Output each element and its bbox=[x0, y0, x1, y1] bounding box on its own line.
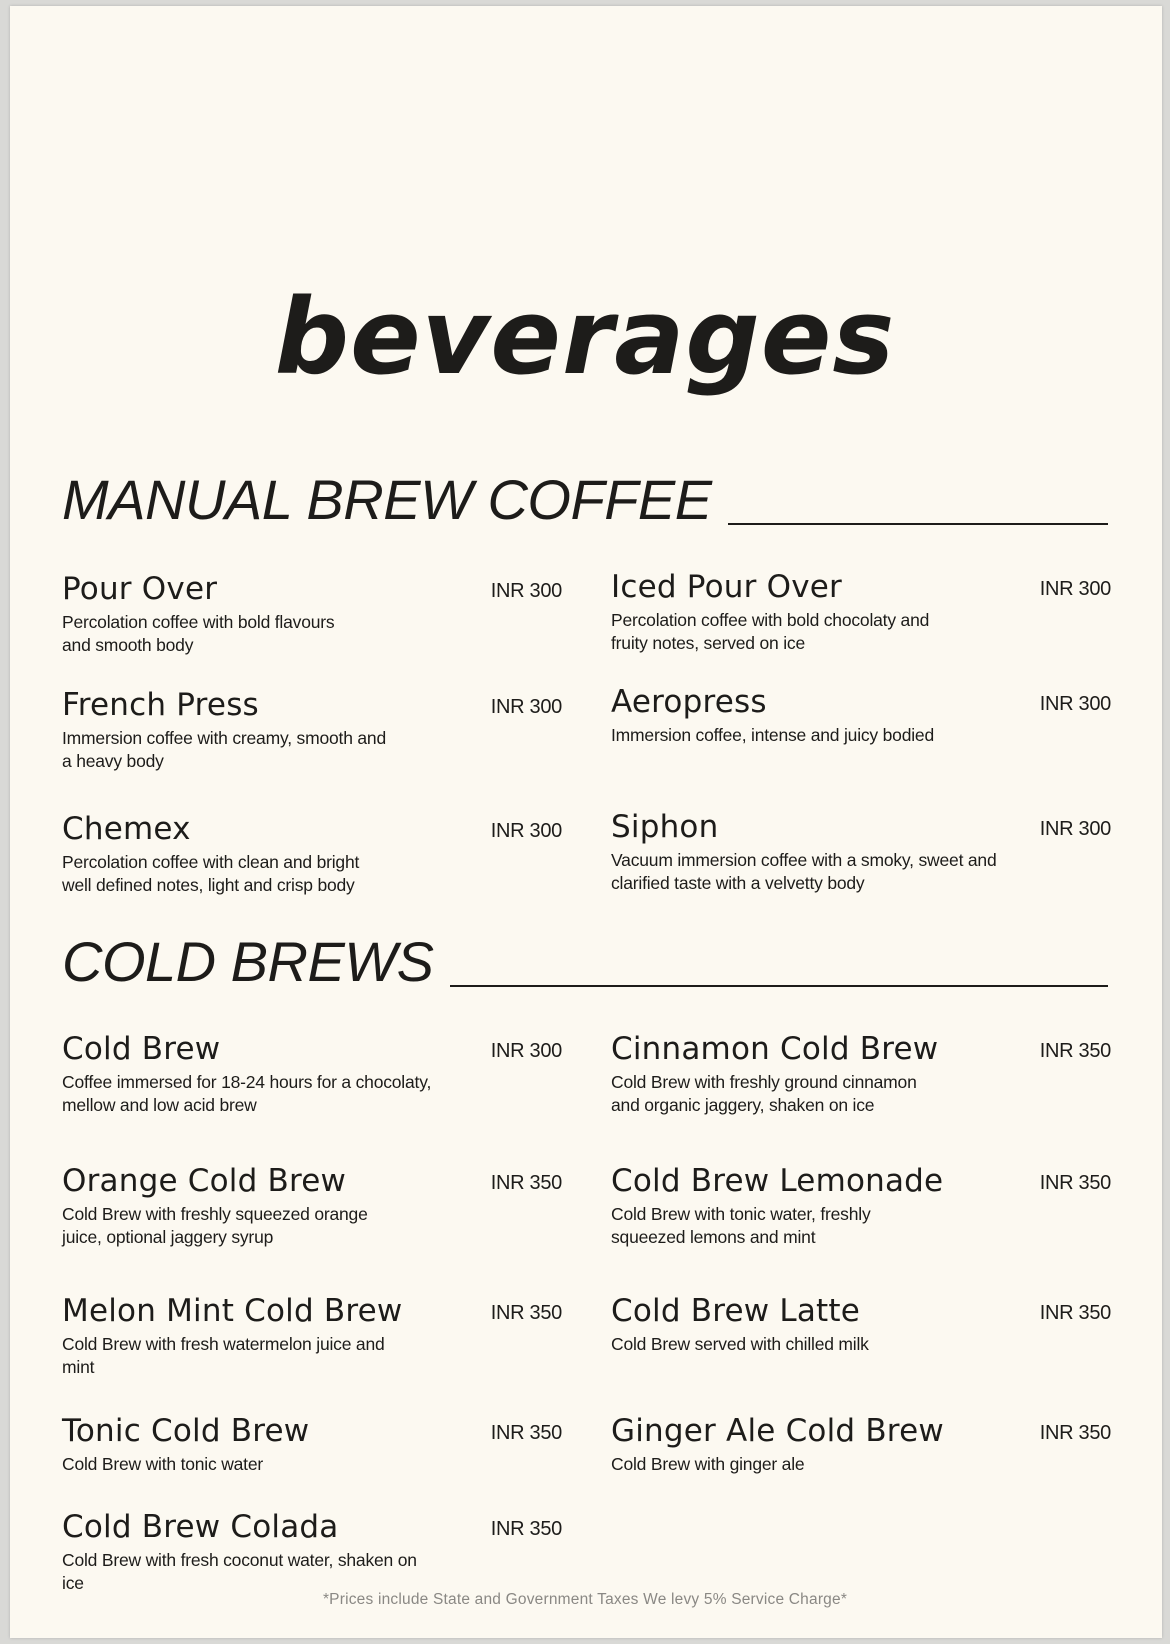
item-name: Cold Brew Latte bbox=[611, 1293, 861, 1329]
item-price: INR 300 bbox=[1039, 693, 1111, 715]
section-rule bbox=[728, 523, 1108, 525]
item-name: Chemex bbox=[62, 811, 191, 847]
item-description: Cold Brew with fresh watermelon juice and mint bbox=[62, 1334, 385, 1377]
item-description: Immersion coffee with creamy, smooth and a heavy body bbox=[62, 728, 386, 771]
menu-title: beverages bbox=[274, 276, 896, 398]
item-price: INR 300 bbox=[490, 580, 562, 602]
section-title: MANUAL BREW COFFEE bbox=[62, 468, 712, 531]
item-name: Cinnamon Cold Brew bbox=[611, 1031, 939, 1067]
item-price: INR 350 bbox=[490, 1422, 562, 1444]
item-price: INR 350 bbox=[490, 1302, 562, 1324]
item-description: Cold Brew with freshly squeezed orange juice, optional jaggery syrup bbox=[62, 1204, 368, 1247]
item-price: INR 350 bbox=[490, 1172, 562, 1194]
item-name: Siphon bbox=[611, 809, 719, 845]
item-name: Cold Brew Colada bbox=[62, 1509, 339, 1545]
item-description: Cold Brew with ginger ale bbox=[611, 1454, 805, 1474]
item-price: INR 300 bbox=[490, 820, 562, 842]
item-description: Cold Brew served with chilled milk bbox=[611, 1334, 869, 1354]
item-name: Melon Mint Cold Brew bbox=[62, 1293, 403, 1329]
item-name: Iced Pour Over bbox=[611, 569, 842, 605]
item-price: INR 300 bbox=[490, 696, 562, 718]
item-description: Cold Brew with freshly ground cinnamon and organic jaggery, shaken on ice bbox=[611, 1072, 917, 1115]
item-name: Cold Brew Lemonade bbox=[611, 1163, 944, 1199]
item-description: Immersion coffee, intense and juicy bodied bbox=[611, 725, 934, 745]
item-price: INR 300 bbox=[1039, 578, 1111, 600]
item-description: Cold Brew with tonic water, freshly squeezed lemons and mint bbox=[611, 1204, 871, 1247]
item-name: Ginger Ale Cold Brew bbox=[611, 1413, 944, 1449]
item-name: Cold Brew bbox=[62, 1031, 221, 1067]
section-rule bbox=[450, 985, 1109, 987]
item-description: Coffee immersed for 18-24 hours for a chocolaty, mellow and low acid brew bbox=[62, 1072, 432, 1115]
item-name: Aeropress bbox=[611, 684, 767, 720]
item-name: Pour Over bbox=[62, 571, 218, 607]
section-header-manual-brew bbox=[62, 466, 1108, 531]
section-title: COLD BREWS bbox=[62, 930, 434, 993]
item-name: Tonic Cold Brew bbox=[62, 1413, 310, 1449]
item-description: Percolation coffee with clean and bright well defined notes, light and crisp body bbox=[62, 852, 360, 895]
item-price: INR 350 bbox=[1039, 1040, 1111, 1062]
item-price: INR 300 bbox=[1039, 818, 1111, 840]
item-price: INR 350 bbox=[1039, 1302, 1111, 1324]
price-footnote: *Prices include State and Government Taxes We levy 5% Service Charge* bbox=[322, 1591, 848, 1608]
item-description: Percolation coffee with bold flavours and smooth body bbox=[62, 612, 335, 655]
item-name: French Press bbox=[62, 687, 259, 723]
item-price: INR 350 bbox=[1039, 1172, 1111, 1194]
item-description: Cold Brew with fresh coconut water, shaken on ice bbox=[62, 1550, 417, 1593]
item-price: INR 300 bbox=[490, 1040, 562, 1062]
item-price: INR 350 bbox=[1039, 1422, 1111, 1444]
item-name: Orange Cold Brew bbox=[62, 1163, 347, 1199]
item-description: Vacuum immersion coffee with a smoky, sweet and clarified taste with a velvetty body bbox=[611, 850, 997, 893]
item-description: Cold Brew with tonic water bbox=[62, 1454, 263, 1474]
item-description: Percolation coffee with bold chocolaty and fruity notes, served on ice bbox=[611, 610, 930, 653]
section-header-cold-brews bbox=[62, 928, 1108, 993]
item-price: INR 350 bbox=[490, 1518, 562, 1540]
